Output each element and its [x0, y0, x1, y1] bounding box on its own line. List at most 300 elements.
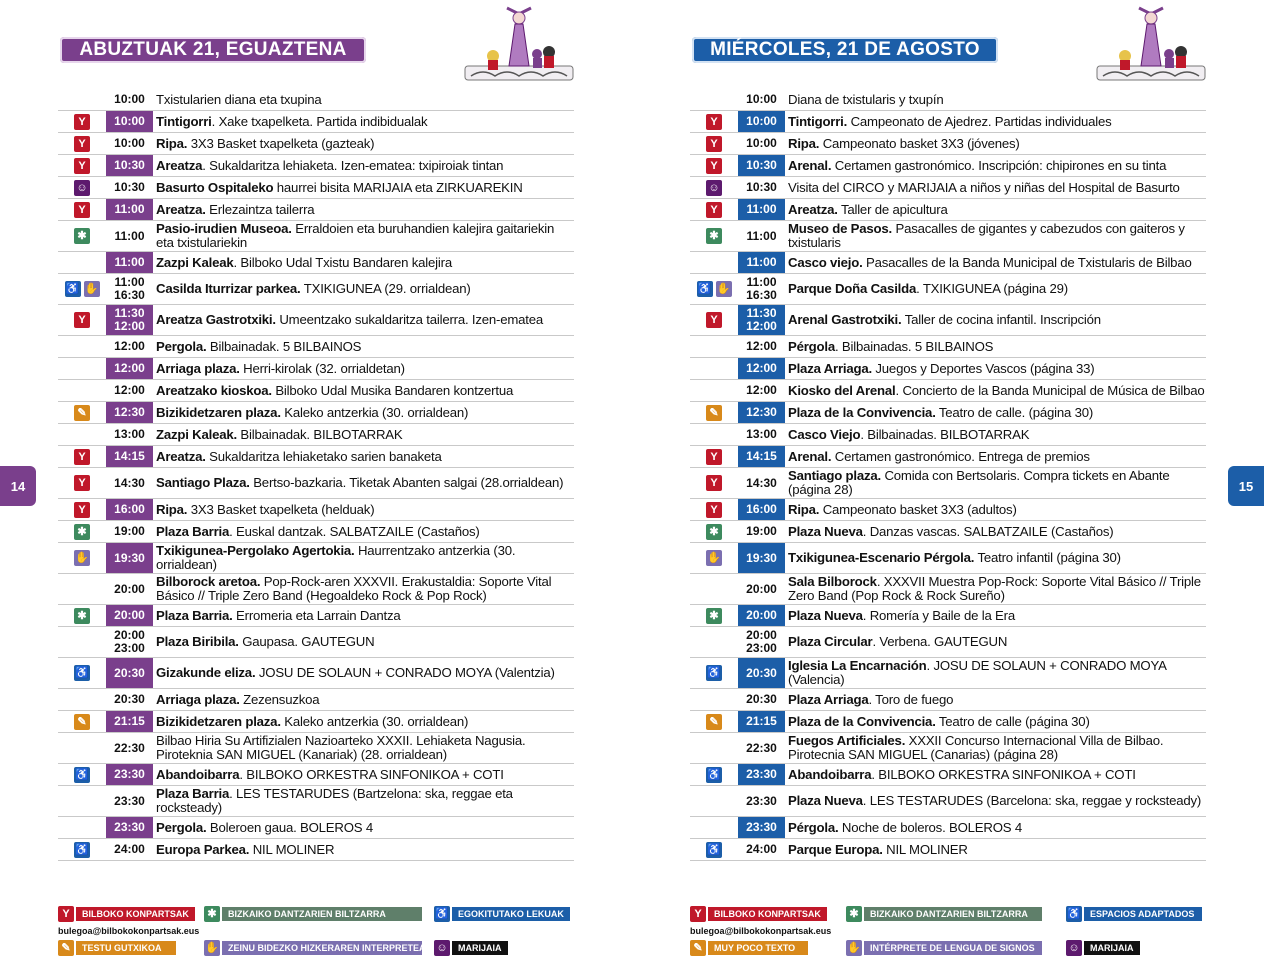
event-text: . Bilbainadas. 5 BILBAINOS — [834, 338, 994, 354]
legend-konpartsak: Y BILBOKO KONPARTSAK — [690, 906, 827, 922]
event-description — [156, 111, 574, 132]
event-time: 23:30 — [746, 793, 777, 808]
legend-dantzari: ✱ BIZKAIKO DANTZARIEN BILTZARRA — [204, 906, 422, 922]
event-text: . XXXVII Muestra Pop-Rock: Soporte Vital Básico // Triple Zero Band (Pop Rock & Rock Sureño) — [788, 574, 1201, 603]
dancer-icon: ✱ — [74, 228, 90, 244]
event-text: Juegos y Deportes Vascos (página 33) — [871, 360, 1095, 376]
event-time: 10:30 — [114, 180, 145, 194]
legend — [58, 906, 578, 966]
event-description — [788, 274, 1206, 304]
sign-language-icon: ✋ — [84, 283, 99, 295]
event-time: 12:00 — [106, 358, 153, 379]
event-venue: Areatza Gastrotxiki. — [156, 312, 276, 327]
event-venue: Plaza Arriaga. — [788, 360, 872, 376]
row-icons — [690, 155, 738, 176]
event-description — [156, 839, 574, 860]
row-icons — [690, 764, 738, 785]
schedule-row — [58, 424, 574, 446]
event-description — [788, 468, 1206, 498]
schedule-row — [690, 177, 1206, 199]
row-icons — [58, 177, 106, 198]
event-time: 14:15 — [106, 446, 153, 467]
event-description — [788, 817, 1206, 838]
event-venue: Pérgola. — [788, 819, 839, 835]
event-description — [788, 199, 1206, 220]
event-time: 12:00 — [746, 383, 777, 397]
row-icons — [690, 711, 738, 732]
page-left-euskara — [58, 0, 578, 969]
event-venue: Gizakunde eliza. — [156, 665, 256, 680]
event-time: 23:30 — [106, 764, 153, 785]
schedule-row — [690, 380, 1206, 402]
konpartsak-icon: Y — [690, 906, 706, 922]
event-venue: Txikigunea-Escenario Pérgola. — [788, 550, 975, 565]
schedule-row — [58, 605, 574, 627]
event-description — [788, 499, 1206, 520]
schedule-row — [58, 111, 574, 133]
event-text: Certamen gastronómico. Entrega de premios — [831, 448, 1090, 464]
event-text: 3X3 Basket txapelketa (gazteak) — [187, 135, 375, 151]
schedule-row — [58, 468, 574, 499]
row-icons — [690, 627, 738, 657]
row-icons — [58, 839, 106, 860]
event-description — [788, 155, 1206, 176]
event-text: Zezensuzkoa — [239, 691, 320, 707]
contact-email[interactable]: bulegoa@bilbokokonpartsak.eus — [690, 926, 832, 936]
event-time: 20:30 — [738, 658, 785, 688]
schedule-row — [690, 764, 1206, 786]
schedule-row — [58, 89, 574, 111]
konpartsak-icon: Y — [74, 449, 90, 465]
schedule-row — [58, 155, 574, 177]
row-icons — [58, 252, 106, 273]
event-time: 14:15 — [738, 446, 785, 467]
wheelchair-icon: ♿ — [707, 843, 721, 856]
schedule-row — [690, 543, 1206, 574]
event-venue: Casco viejo. — [788, 254, 863, 270]
event-venue: Plaza Circular — [788, 634, 873, 649]
event-description — [156, 543, 574, 573]
schedule-row — [690, 658, 1206, 689]
event-text: Teatro de calle. (página 30) — [935, 404, 1094, 420]
row-icons — [690, 358, 738, 379]
row-icons — [690, 274, 738, 304]
event-venue: Arenal. — [788, 157, 832, 173]
row-icons — [58, 764, 106, 785]
event-time: 10:00 — [114, 92, 145, 106]
schedule-row — [58, 252, 574, 274]
contact-email[interactable]: bulegoa@bilbokokonpartsak.eus — [58, 926, 200, 936]
row-icons — [690, 424, 738, 445]
event-text: TXIKIGUNEA (29. orrialdean) — [300, 281, 471, 296]
event-text: Teatro infantil (página 30) — [974, 550, 1121, 565]
event-text: Sukaldaritza lehiaketako sarien banaketa — [205, 448, 442, 464]
event-time: 11:00 16:30 — [114, 275, 145, 302]
konpartsak-icon: Y — [706, 449, 722, 465]
event-time: 12:00 — [746, 339, 777, 353]
event-text: XXXII Concurso Internacional Villa de Bilbao. Pirotecnia SAN MIGUEL (Canarias) (página 28) — [788, 733, 1164, 762]
row-icons — [58, 111, 106, 132]
row-icons — [58, 817, 106, 838]
schedule-row — [690, 605, 1206, 627]
event-text: . Romería y Baile de la Era — [862, 607, 1015, 623]
event-venue: Plaza Nueva — [788, 793, 863, 808]
schedule-row — [58, 402, 574, 424]
event-description — [156, 221, 574, 251]
row-icons — [58, 402, 106, 423]
row-icons — [58, 199, 106, 220]
event-time: 20:00 — [114, 581, 145, 596]
event-description — [788, 786, 1206, 816]
event-text: JOSU DE SOLAUN + CONRADO MOYA (Valentzia) — [255, 665, 555, 680]
legend-dantzari: ✱ BIZKAIKO DANTZARIEN BILTZARRA — [846, 906, 1042, 922]
marijaia-icon: ☺ — [706, 180, 722, 196]
event-text: Haurrentzako antzerkia (30. orrialdean) — [156, 543, 516, 572]
event-time: 12:30 — [738, 402, 785, 423]
event-text: . Toro de fuego — [868, 691, 954, 707]
row-icons — [690, 689, 738, 710]
easy-read-icon: ✎ — [706, 405, 722, 421]
event-text: Erlezaintza tailerra — [205, 201, 315, 217]
event-time: 20:30 — [746, 692, 777, 706]
row-icons — [690, 133, 738, 154]
event-time: 11:00 — [738, 252, 785, 273]
event-text: . JOSU DE SOLAUN + CONRADO MOYA (Valencia) — [788, 658, 1166, 687]
event-venue: Txikigunea-Pergolako Agertokia. — [156, 543, 355, 558]
row-icons — [58, 305, 106, 335]
row-icons — [58, 711, 106, 732]
event-venue: Plaza Barria — [156, 523, 230, 539]
row-icons — [690, 658, 738, 688]
konpartsak-icon: Y — [706, 114, 722, 130]
row-icons — [58, 543, 106, 573]
row-icons — [690, 574, 738, 604]
event-text: Bilbao Hiria Su Artifizialen Nazioarteko XXXII. Lehiaketa Nagusia. Piroteknia SAN MIGUEL (Kanariak) (28. orrialdean) — [156, 733, 526, 762]
event-venue: Abandoibarra — [156, 766, 240, 782]
event-venue: Zazpi Kaleak. — [156, 426, 237, 442]
event-venue: Arriaga plaza. — [156, 360, 240, 376]
event-text: . Concierto de la Banda Municipal de Música de Bilbao — [895, 382, 1205, 398]
schedule-row — [58, 627, 574, 658]
event-description — [156, 786, 574, 816]
legend — [690, 906, 1210, 966]
event-text: Noche de boleros. BOLEROS 4 — [838, 819, 1022, 835]
row-icons — [690, 817, 738, 838]
event-venue: Sala Bilborock — [788, 574, 877, 589]
row-icons — [58, 468, 106, 498]
event-text: Pop-Rock-aren XXXVII. Erakustaldia: Soporte Vital Básico // Triple Zero Band (Hegoaldeko Rock & Pop Rock) — [156, 574, 552, 603]
event-venue: Plaza Biribila. — [156, 634, 239, 649]
event-description — [156, 817, 574, 838]
event-description — [788, 358, 1206, 379]
event-description — [788, 446, 1206, 467]
row-icons — [58, 627, 106, 657]
konpartsak-icon: Y — [706, 202, 722, 218]
legend-adapted: ♿ ESPACIOS ADAPTADOS — [1066, 906, 1202, 922]
event-description — [156, 305, 574, 335]
konpartsak-icon: Y — [74, 136, 90, 152]
event-description — [788, 521, 1206, 542]
event-text: Campeonato basket 3X3 (adultos) — [819, 501, 1017, 517]
row-icons — [690, 839, 738, 860]
schedule-row — [58, 764, 574, 786]
event-description — [788, 658, 1206, 688]
schedule-row — [690, 402, 1206, 424]
event-description — [156, 424, 574, 445]
page-number-right: 15 — [1228, 466, 1264, 506]
page-title: ABUZTUAK 21, EGUAZTENA — [60, 37, 366, 63]
event-text: Bertso-bazkaria. Tiketak Abanten salgai (28.orrialdean) — [249, 475, 564, 490]
event-text: . Xake txapelketa. Partida indibidualak — [211, 113, 428, 129]
event-time: 20:00 — [106, 605, 153, 626]
schedule-row — [690, 111, 1206, 133]
event-venue: Ripa. — [156, 501, 188, 517]
schedule-row — [690, 468, 1206, 499]
schedule-row — [58, 133, 574, 155]
row-icons — [690, 499, 738, 520]
easy-read-icon: ✎ — [74, 714, 90, 730]
event-description — [156, 658, 574, 688]
event-description — [156, 155, 574, 176]
schedule-row — [690, 358, 1206, 380]
event-time: 11:00 16:30 — [746, 275, 777, 302]
row-icons — [58, 521, 106, 542]
event-venue: Areatza. — [156, 201, 206, 217]
row-icons — [690, 89, 738, 110]
schedule-row — [58, 839, 574, 861]
schedule-row — [58, 336, 574, 358]
event-venue: Bizikidetzaren plaza. — [156, 404, 281, 420]
row-icons — [58, 605, 106, 626]
event-text: Teatro de calle (página 30) — [935, 713, 1090, 729]
event-time: 20:00 — [738, 605, 785, 626]
event-venue: Casilda Iturrizar parkea. — [156, 281, 301, 296]
event-description — [788, 839, 1206, 860]
event-description — [788, 711, 1206, 732]
wheelchair-icon: ♿ — [1067, 908, 1081, 920]
event-time: 12:00 — [738, 358, 785, 379]
event-text: Kaleko antzerkia (30. orrialdean) — [280, 404, 469, 420]
event-text: 3X3 Basket txapelketa (helduak) — [187, 501, 375, 517]
event-venue: Bilborock aretoa. — [156, 574, 261, 589]
sign-language-icon: ✋ — [716, 283, 731, 295]
event-description — [156, 574, 574, 604]
schedule-row — [58, 817, 574, 839]
row-icons — [690, 380, 738, 401]
schedule-row — [690, 786, 1206, 817]
event-venue: Plaza Nueva — [788, 607, 863, 623]
row-icons — [690, 336, 738, 357]
event-description — [788, 733, 1206, 763]
schedule-row — [690, 336, 1206, 358]
event-description — [156, 468, 574, 498]
schedule-row — [690, 274, 1206, 305]
event-text: Pasacalles de la Banda Municipal de Txistularis de Bilbao — [862, 254, 1192, 270]
wheelchair-icon: ♿ — [707, 667, 721, 679]
event-description — [156, 446, 574, 467]
event-description — [156, 689, 574, 710]
page-title: MIÉRCOLES, 21 DE AGOSTO — [692, 37, 998, 63]
dancer-icon: ✱ — [74, 524, 90, 540]
event-time: 11:00 — [746, 228, 777, 243]
event-time: 21:15 — [738, 711, 785, 732]
event-text: . BILBOKO ORKESTRA SINFONIKOA + COTI — [871, 766, 1136, 782]
schedule-row — [690, 424, 1206, 446]
sign-language-icon: ✋ — [847, 942, 861, 954]
event-description — [788, 111, 1206, 132]
event-venue: Pasio-irudien Museoa. — [156, 221, 292, 236]
schedule-row — [690, 252, 1206, 274]
event-description — [788, 89, 1206, 110]
event-description — [788, 543, 1206, 573]
schedule-row — [58, 711, 574, 733]
event-venue: Areatza. — [788, 201, 838, 217]
event-venue: Areatza. — [156, 448, 206, 464]
event-text: Visita del CIRCO y MARIJAIA a niños y niñas del Hospital de Basurto — [788, 179, 1180, 195]
schedule-row — [58, 305, 574, 336]
schedule-row — [690, 499, 1206, 521]
event-venue: Kiosko del Arenal — [788, 382, 896, 398]
schedule-row — [690, 155, 1206, 177]
event-description — [156, 380, 574, 401]
schedule-list — [690, 89, 1206, 861]
konpartsak-icon: Y — [74, 502, 90, 518]
event-venue: Plaza Barria — [156, 786, 230, 801]
event-description — [156, 274, 574, 304]
event-venue: Plaza Barria. — [156, 607, 233, 623]
sign-language-icon: ✋ — [205, 942, 219, 954]
easy-read-icon: ✎ — [690, 940, 706, 956]
row-icons — [690, 468, 738, 498]
row-icons — [58, 689, 106, 710]
event-time: 10:00 — [114, 136, 145, 150]
event-venue: Pergola. — [156, 338, 207, 354]
event-description — [156, 499, 574, 520]
event-text: Bilbainadak. BILBOTARRAK — [236, 426, 403, 442]
event-time: 12:00 — [114, 339, 145, 353]
schedule-row — [690, 221, 1206, 252]
event-text: Bilboko Udal Musika Bandaren kontzertua — [271, 382, 514, 398]
schedule-row — [58, 658, 574, 689]
event-venue: Plaza de la Convivencia. — [788, 713, 936, 729]
schedule-row — [690, 133, 1206, 155]
event-time: 11:30 12:00 — [738, 305, 785, 335]
event-text: Gaupasa. GAUTEGUN — [238, 634, 375, 649]
event-venue: Europa Parkea. — [156, 841, 250, 857]
page-number-left: 14 — [0, 466, 36, 506]
event-text: Campeonato basket 3X3 (jóvenes) — [819, 135, 1020, 151]
row-icons — [690, 786, 738, 816]
event-description — [156, 358, 574, 379]
sign-language-icon: ✋ — [707, 552, 721, 564]
row-icons — [690, 521, 738, 542]
event-venue: Arenal. — [788, 448, 832, 464]
dancer-icon: ✱ — [74, 608, 90, 624]
event-text: Boleroen gaua. BOLEROS 4 — [206, 819, 373, 835]
row-icons — [58, 155, 106, 176]
row-icons — [58, 658, 106, 688]
event-text: . Sukaldaritza lehiaketa. Izen-ematea: txipiroiak tintan — [202, 157, 504, 173]
schedule-row — [690, 817, 1206, 839]
legend-sign: ✋ ZEINU BIDEZKO HIZKERAREN INTERPRETEA — [205, 942, 426, 954]
event-description — [788, 252, 1206, 273]
event-description — [788, 627, 1206, 657]
wheelchair-icon: ♿ — [65, 283, 80, 295]
event-description — [156, 133, 574, 154]
row-icons — [690, 177, 738, 198]
event-time: 23:30 — [114, 793, 145, 808]
event-venue: Areatza — [156, 157, 203, 173]
konpartsak-icon: Y — [706, 502, 722, 518]
easy-read-icon: ✎ — [706, 714, 722, 730]
schedule-row — [58, 733, 574, 764]
row-icons — [58, 133, 106, 154]
event-description — [788, 605, 1206, 626]
event-description — [156, 711, 574, 732]
event-time: 16:00 — [738, 499, 785, 520]
row-icons — [690, 252, 738, 273]
event-venue: Ripa. — [788, 501, 820, 517]
event-description — [156, 521, 574, 542]
konpartsak-icon: Y — [706, 136, 722, 152]
row-icons — [690, 605, 738, 626]
event-text: . Bilbainadas. BILBOTARRAK — [860, 426, 1030, 442]
event-description — [156, 199, 574, 220]
schedule-row — [58, 177, 574, 199]
schedule-row — [58, 689, 574, 711]
marijaia-icon: ☺ — [1066, 940, 1082, 956]
row-icons — [58, 380, 106, 401]
schedule-row — [690, 689, 1206, 711]
event-text: NIL MOLINER — [882, 841, 968, 857]
event-text: . Verbena. GAUTEGUN — [872, 634, 1008, 649]
event-time: 12:00 — [114, 383, 145, 397]
dancer-icon: ✱ — [706, 524, 722, 540]
event-description — [788, 221, 1206, 251]
schedule-row — [58, 199, 574, 221]
row-icons — [58, 499, 106, 520]
event-time: 11:00 — [106, 199, 153, 220]
event-time: 24:00 — [746, 842, 777, 856]
row-icons — [58, 424, 106, 445]
event-venue: Ripa. — [788, 135, 820, 151]
event-time: 11:30 12:00 — [106, 305, 153, 335]
event-description — [788, 574, 1206, 604]
event-venue: Ripa. — [156, 135, 188, 151]
event-time: 23:30 — [738, 817, 785, 838]
schedule-row — [58, 274, 574, 305]
event-venue: Bizikidetzaren plaza. — [156, 713, 281, 729]
konpartsak-icon: Y — [74, 475, 90, 491]
schedule-row — [690, 627, 1206, 658]
konpartsak-icon: Y — [706, 475, 722, 491]
dancer-icon: ✱ — [204, 906, 220, 922]
legend-testu: ✎ TESTU GUTXIKOA — [58, 940, 176, 956]
event-time: 21:15 — [106, 711, 153, 732]
event-time: 11:00 — [114, 228, 145, 243]
event-venue: Arenal Gastrotxiki. — [788, 312, 902, 327]
schedule-row — [690, 199, 1206, 221]
event-description — [156, 177, 574, 198]
event-description — [788, 402, 1206, 423]
row-icons — [58, 89, 106, 110]
row-icons — [690, 402, 738, 423]
event-time: 20:00 23:00 — [114, 628, 145, 655]
event-time: 10:30 — [746, 180, 777, 194]
legend-konpartsak: Y BILBOKO KONPARTSAK — [58, 906, 195, 922]
legend-testu: ✎ MUY POCO TEXTO — [690, 940, 808, 956]
dancer-icon: ✱ — [706, 228, 722, 244]
